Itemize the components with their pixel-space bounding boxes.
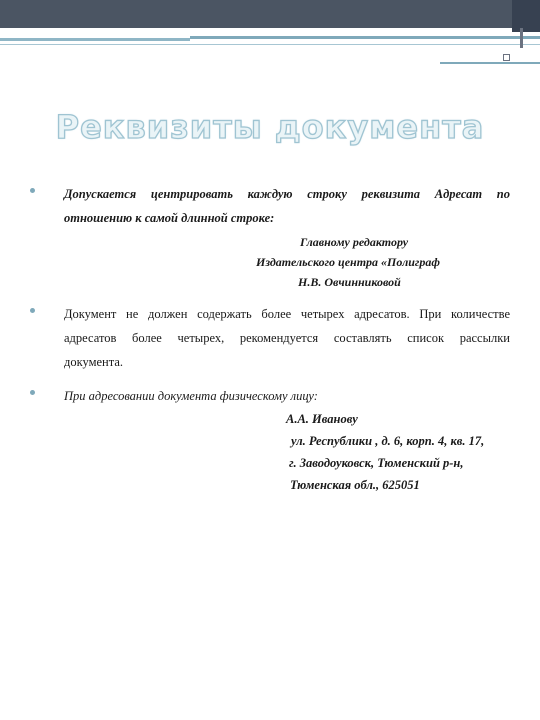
decorative-square: [503, 54, 510, 61]
header-stripe: [0, 44, 540, 45]
bullet-text: При адресовании документа физическому лицу:: [64, 389, 318, 403]
address-line: г. Заводоуковск, Тюменский р-н,: [289, 456, 464, 470]
bullet-text: документа.: [64, 355, 124, 369]
header-stripes: [0, 28, 540, 50]
bullet-icon: [30, 390, 35, 395]
address-line: Тюменская обл., 625051: [290, 478, 420, 492]
address-line: Издательского центра «Полиграф: [256, 255, 440, 269]
address-line: ул. Республики , д. 6, корп. 4, кв. 17,: [291, 434, 485, 448]
bullet-icon: [30, 308, 35, 313]
address-line: Главному редактору: [300, 235, 409, 249]
page-title: Реквизиты документа: [55, 108, 485, 146]
address-block: [64, 232, 510, 292]
bullet-text: адресатов более четырех, рекомендуется составлять список рассылки: [64, 331, 510, 345]
bullet-text: отношению к самой длинной строке:: [64, 211, 275, 225]
header-stripe: [0, 38, 190, 41]
list-item: [30, 384, 510, 496]
bullet-text: Документ не должен содержать более четырех адресатов. При количестве: [64, 307, 510, 321]
list-item: [30, 302, 510, 374]
header-stripe: [520, 28, 523, 48]
header-stripe: [190, 36, 540, 39]
slide-content: [30, 182, 510, 496]
address-line: А.А. Иванову: [286, 412, 358, 426]
header-stripe: [440, 62, 540, 64]
header-band: [0, 0, 540, 28]
list-item: [30, 182, 510, 292]
address-line: Н.В. Овчинниковой: [298, 275, 401, 289]
bullet-text: Допускается центрировать каждую строку реквизита Адресат по: [64, 187, 510, 201]
bullet-icon: [30, 188, 35, 193]
address-block: [64, 408, 510, 496]
